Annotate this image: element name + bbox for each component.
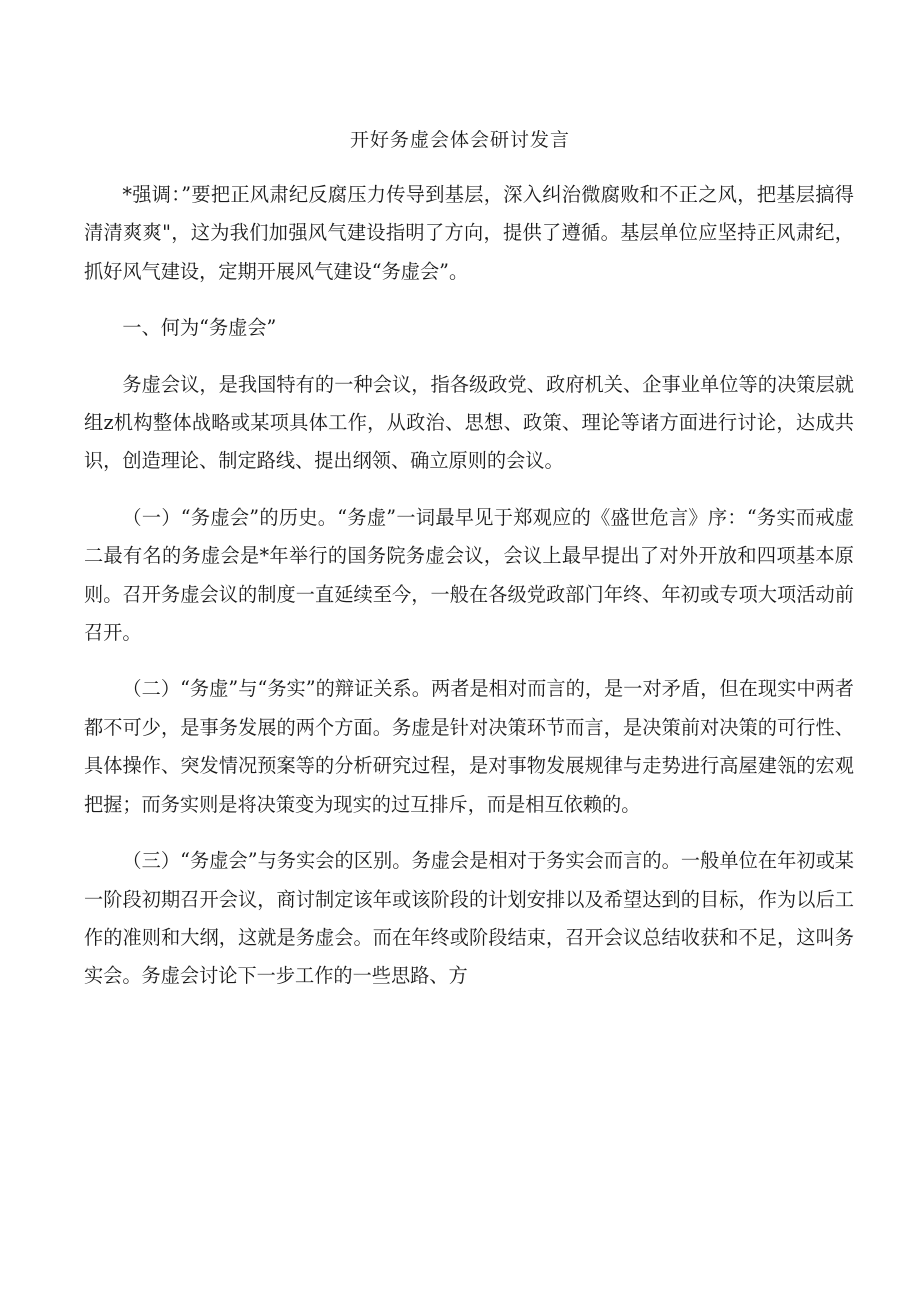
document-body (84, 176, 854, 996)
section-heading-1: 一、何为“务虚会” (122, 316, 277, 340)
paragraph-intro: *强调：”要把正风肃纪反腐压力传导到基层，深入纠治微腐败和不正之风，把基层搞得清清爽爽"，这为我们加强风气建设指明了方向，提供了遵循。基层单位应坚持正风肃纪，抓好风气建设，定期开展风气建设“务虚会”。 (84, 183, 854, 283)
paragraph-dialectic: （二）“务虚”与“务实”的辩证关系。两者是相对而言的，是一对矛盾，但在现实中两者都不可少，是事务发展的两个方面。务虚是针对决策环节而言，是决策前对决策的可行性、具体操作、突发情况预案等的分析研究过程，是对事物发展规律与走势进行高屋建瓴的宏观把握；而务实则是将决策变为现实的过互排斥，而是相互依赖的。 (84, 677, 854, 816)
paragraph-history: （一）“务虚会”的历史。“务虚”一词最早见于郑观应的《盛世危言》序：“务实而戒虚二最有名的务虚会是*年举行的国务院务虚会议，会议上最早提出了对外开放和四项基本原则。召开务虚会议的制度一直延续至今，一般在各级党政部门年终、年初或专项大项活动前召开。 (84, 505, 854, 645)
document-title: 开好务虚会体会研讨发言 (349, 129, 570, 151)
paragraph-definition: 务虚会议，是我国特有的一种会议，指各级政党、政府机关、企事业单位等的决策层就组z机构整体战略或某项具体工作，从政治、思想、政策、理论等诸方面进行讨论，达成共识，创造理论、制定路线、提出纲领、确立原则的会议。 (84, 372, 854, 473)
paragraph-difference: （三）“务虚会”与务实会的区别。务虚会是相对于务实会而言的。一般单位在年初或某一阶段初期召开会议，商讨制定该年或该阶段的计划安排以及希望达到的目标，作为以后工作的准则和大纲，这就是务虚会。而在年终或阶段结束，召开会议总结收获和不足，这叫务实会。务虚会讨论下一步工作的一些思路、方 (84, 849, 854, 988)
